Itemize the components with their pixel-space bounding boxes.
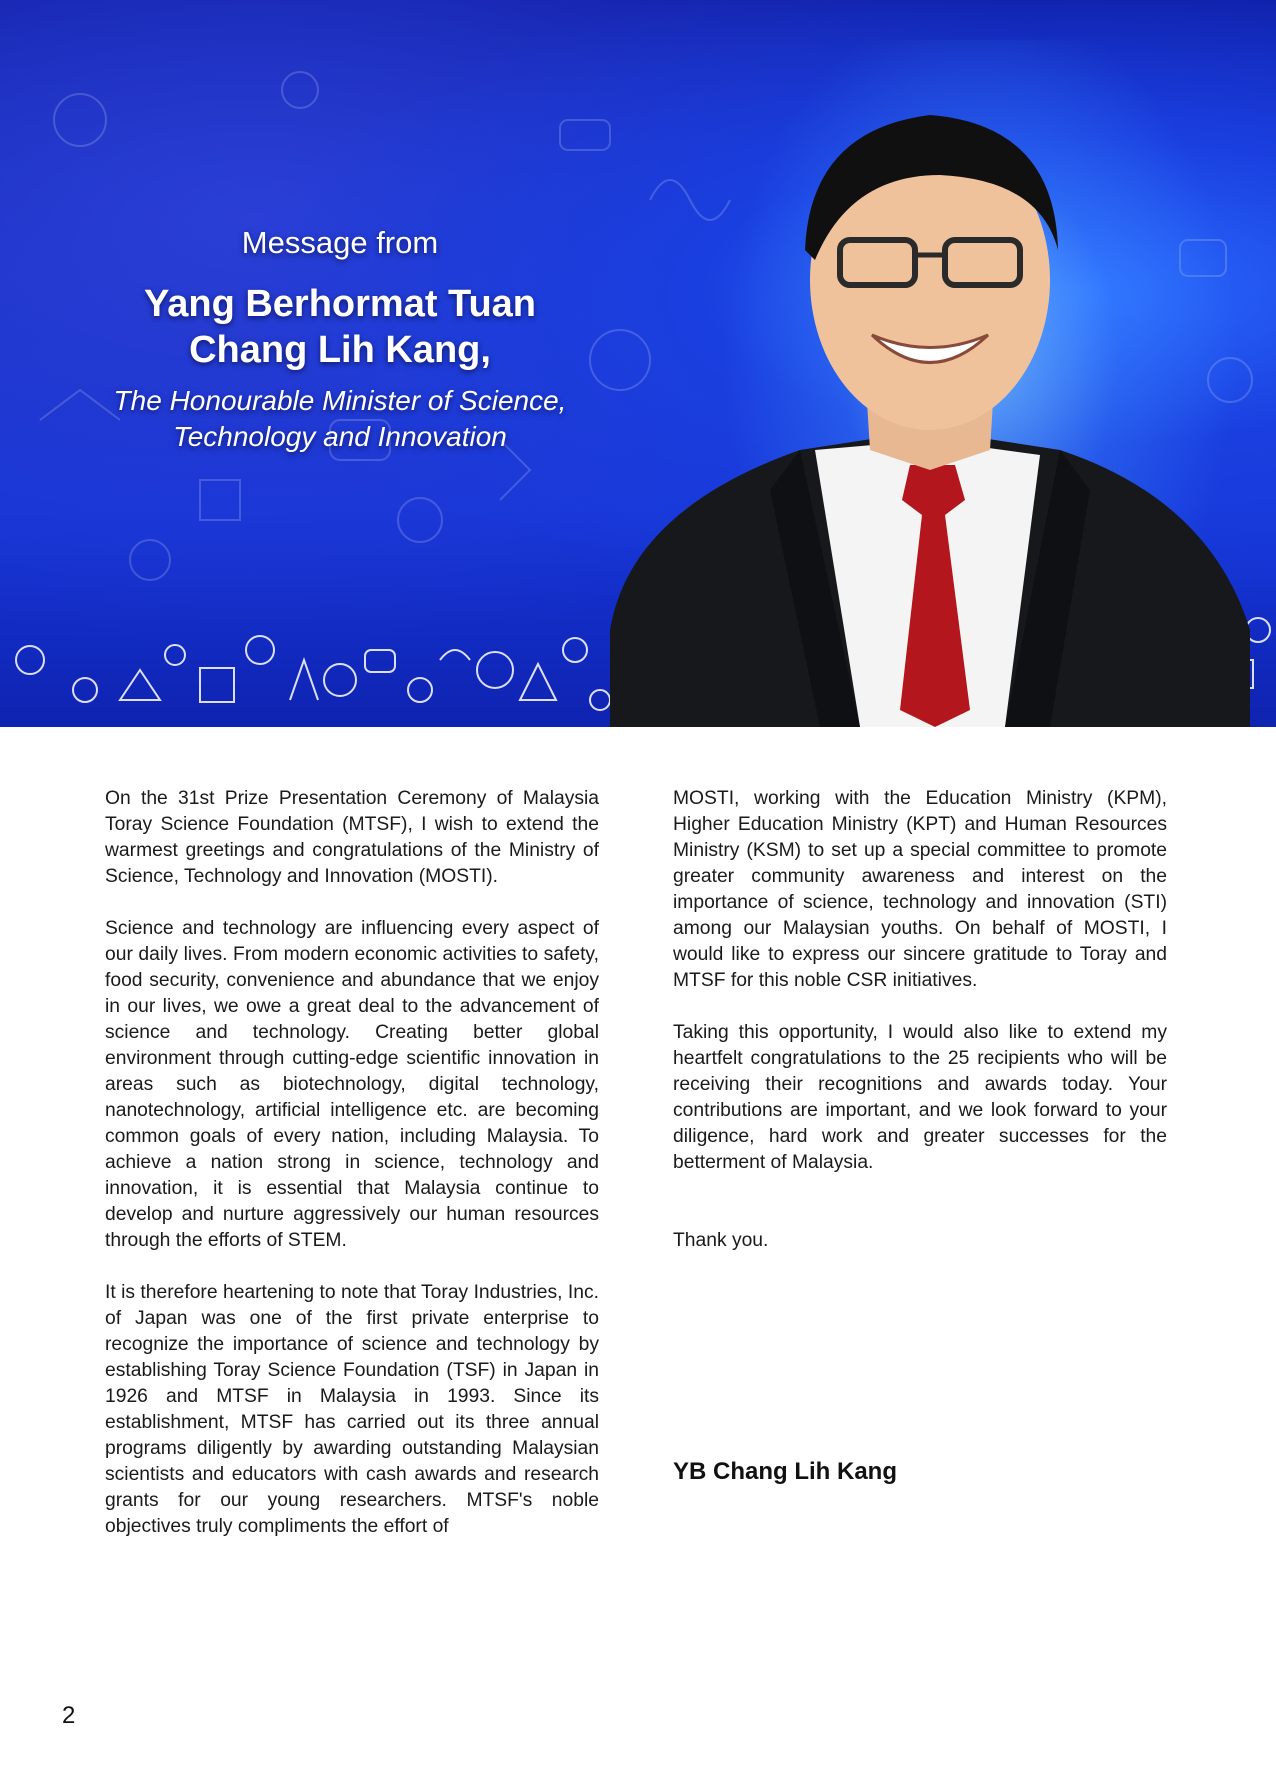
role-line-2: Technology and Innovation [173,421,507,452]
header-banner [0,0,1276,727]
minister-name-line-1: Yang Berhormat Tuan [143,283,537,325]
paragraph-toray: It is therefore heartening to note that Toray Industries, Inc. of Japan was one of the first private enterprise to recognize the importance of science and technology by establishing Toray Science Foundation (TSF) in Japan in 1926 and MTSF in Malaysia in 1993. Since its establishment, MTSF has carried out its three annual programs diligently by awarding outstanding Malaysian scientists and educators with cash awards and research grants for our young researchers. MTSF's noble objectives truly compliments the effort of [105,1282,599,1537]
minister-name-line-2: Chang Lih Kang, [189,329,491,371]
role-line-1: The Honourable Minister of Science, [113,385,567,416]
paragraph-congratulations: Taking this opportunity, I would also like to extend my heartfelt congratulations to the 25 recipients who will be receiving their recognitions and awards today. Your contributions are important, and we look forward to your diligence, hard work and greater successes for the betterment of Malaysia. [673,1022,1167,1173]
message-column-right [673,786,1167,1280]
paragraph-mosti: MOSTI, working with the Education Ministry (KPM), Higher Education Ministry (KPT) and Human Resources Ministry (KSM) to set up a special committee to promote greater community awareness and interest on the importance of science, technology and innovation (STI) among our Malaysian youths. On behalf of MOSTI, I would like to express our sincere gratitude to Toray and MTSF for this noble CSR initiatives. [673,788,1167,991]
page-number: 2 [62,1702,76,1729]
closing-thanks: Thank you. [673,1230,769,1251]
minister-portrait [610,70,1250,727]
paragraph-intro: On the 31st Prize Presentation Ceremony of Malaysia Toray Science Foundation (MTSF), I wish to extend the warmest greetings and congratulations of the Ministry of Science, Technology and Innovation (MOSTI). [105,788,599,887]
message-column-left [105,786,599,1566]
title-block [80,225,600,455]
paragraph-science: Science and technology are influencing every aspect of our daily lives. From modern economic activities to safety, food security, convenience and abundance that we enjoy in our lives, we owe a great deal to the advancement of science and technology. Creating better global environment through cutting-edge scientific innovation in areas such as biotechnology, digital technology, nanotechnology, artificial intelligence etc. are becoming common goals of every nation, including Malaysia. To achieve a nation strong in science, technology and innovation, it is essential that Malaysia continue to develop and nurture aggressively our human resources through the efforts of STEM. [105,918,599,1251]
message-from-label: Message from [241,225,439,260]
signature-name: YB Chang Lih Kang [673,1458,897,1485]
